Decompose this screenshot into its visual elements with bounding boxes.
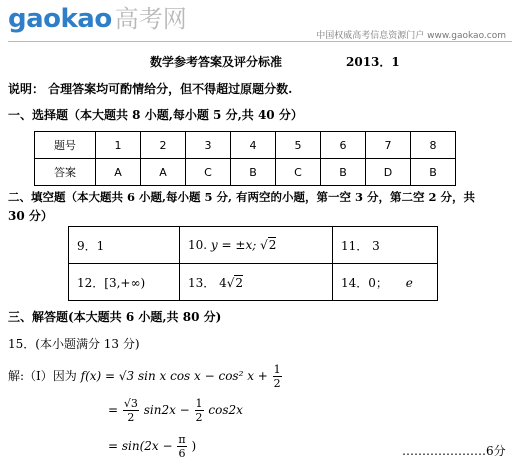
- answer-cell: B: [411, 159, 456, 186]
- gaokao-logo[interactable]: [8, 4, 187, 34]
- document-date: 2013．1: [346, 55, 400, 69]
- answer-10-math: y = ±x;: [210, 238, 257, 252]
- section2-heading-cont: 30 分）: [8, 209, 53, 223]
- equals-sign: =: [108, 403, 122, 417]
- question-number: 8: [411, 132, 456, 159]
- answer-cell: C: [276, 159, 321, 186]
- fraction-half: $\frac{1}{2}$: [273, 363, 281, 390]
- cos2x-term: cos2x: [208, 403, 243, 417]
- answer-cell: A: [96, 159, 141, 186]
- question-number: 6: [321, 132, 366, 159]
- question-15-label: 15．(本小题满分 13 分): [8, 337, 140, 351]
- answer-13: 13． 4√2: [180, 264, 333, 301]
- close-paren: ): [191, 439, 197, 453]
- section1-heading: 一、选择题（本大题共 8 小题,每小题 5 分,共 40 分）: [8, 108, 303, 122]
- answer-14-e: e: [405, 275, 413, 290]
- site-tagline: 中国权威高考信息资源门户 www.gaokao.com: [316, 31, 506, 41]
- scoring-note: 说明： 合理答案均可酌情给分，但不得超过原题分数.: [8, 82, 293, 96]
- solution-line-1: [8, 362, 283, 390]
- solution-line-2: [108, 396, 243, 424]
- answer-10-prefix: 10.: [188, 238, 208, 252]
- answer-13-radicand: 2: [235, 275, 244, 290]
- answer-9: 9．1: [69, 227, 180, 264]
- sin2x-term: sin2x −: [143, 403, 190, 417]
- answer-cell: B: [321, 159, 366, 186]
- answer-14: [333, 264, 438, 301]
- answer-10: 10. y = ±x; √2: [180, 227, 333, 264]
- fill-row: [69, 264, 438, 301]
- answer-cell: D: [366, 159, 411, 186]
- question-number: 1: [96, 132, 141, 159]
- answer-11: 11． 3: [333, 227, 438, 264]
- answer-14-value: 14．0；: [341, 275, 388, 290]
- score-marker-6: …………………6分: [402, 444, 506, 458]
- fraction-half-2: $\frac{1}{2}$: [195, 397, 203, 424]
- question-number: 2: [141, 132, 186, 159]
- logo-chinese: 高考网: [114, 5, 187, 33]
- fill-row: [69, 227, 438, 264]
- question-number: 4: [231, 132, 276, 159]
- fraction-pi6: $\frac{\pi}{6}$: [178, 433, 186, 460]
- answer-12: 12．[3,+∞): [69, 264, 180, 301]
- solution-f-expr: f(x) = √3 sin x cos x − cos² x +: [80, 369, 268, 383]
- question-number-row: [35, 132, 456, 159]
- section3-heading: 三、解答题(本大题共 6 小题,共 80 分): [8, 310, 222, 324]
- answer-cell: B: [231, 159, 276, 186]
- sin-expr: = sin(2x −: [108, 439, 173, 453]
- answer-cell: A: [141, 159, 186, 186]
- section2-heading: 二、填空题（本大题共 6 小题,每小题 5 分, 有两空的小题，第一空 3 分，第二空 2 分，共: [8, 190, 476, 204]
- question-number: 3: [186, 132, 231, 159]
- answer-cell: C: [186, 159, 231, 186]
- choice-answer-table: [34, 131, 456, 186]
- header-divider: [8, 41, 512, 42]
- fraction-sqrt3-half: $\frac{√3}{2}$: [123, 397, 138, 424]
- solution-label: 解:（I）因为: [8, 369, 77, 383]
- solution-line-3: [108, 432, 196, 460]
- row-label-question: 题号: [35, 132, 96, 159]
- document-title: 数学参考答案及评分标准: [150, 55, 283, 69]
- question-number: 5: [276, 132, 321, 159]
- logo-latin: gaokao: [8, 4, 112, 34]
- answer-10-radicand: 2: [268, 238, 277, 252]
- answer-row: [35, 159, 456, 186]
- answer-13-prefix: 13． 4: [188, 275, 227, 290]
- fill-blank-table: [68, 226, 438, 301]
- question-number: 7: [366, 132, 411, 159]
- row-label-answer: 答案: [35, 159, 96, 186]
